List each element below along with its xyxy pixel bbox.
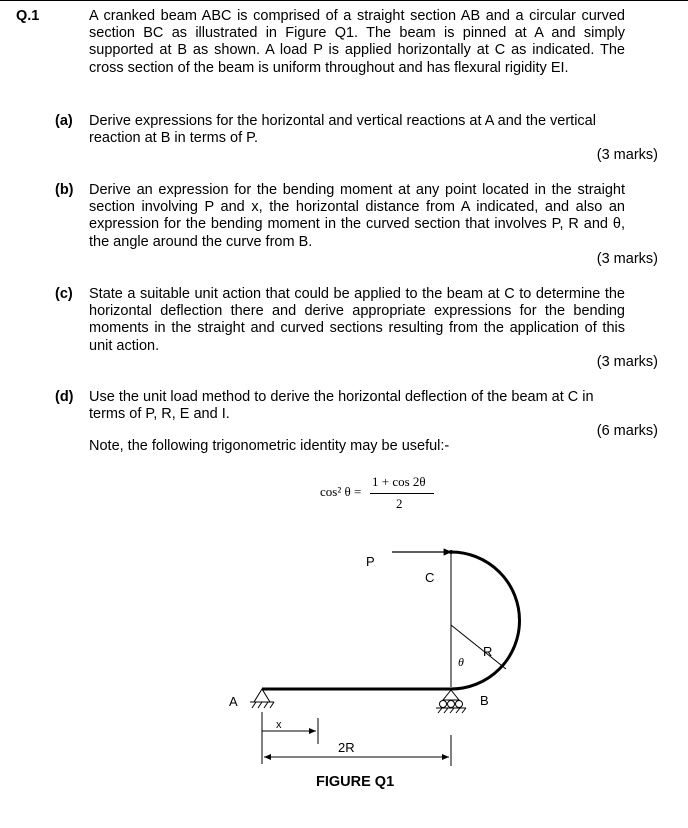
roller-support-b (436, 690, 466, 713)
dimension-2r (264, 735, 451, 766)
part-d-text: Use the unit load method to derive the horizontal deflection of the beam at C in terms of P, R, E and I. (89, 389, 594, 423)
pin-support-a (250, 689, 274, 708)
part-b-marks: (3 marks) (596, 251, 658, 267)
formula-denominator: 2 (396, 496, 403, 511)
label-p: P (366, 554, 375, 569)
label-r: R (483, 644, 493, 659)
trig-identity (316, 474, 456, 514)
label-2r: 2R (338, 740, 355, 755)
note-text: Note, the following trigonometric identity may be useful:- (89, 438, 450, 454)
figure-caption: FIGURE Q1 (316, 774, 395, 790)
part-a-text: Derive expressions for the horizontal and vertical reactions at A and the vertical reaction at B in terms of P. (89, 113, 596, 147)
part-b-text: Derive an expression for the bending moment at any point located in the straight section involving P and x, the horizontal distance from A indicated, and also an expression for the bending moment in the curved section that involves P, R and θ, the angle around the curve from B. (89, 182, 625, 250)
part-a-marks: (3 marks) (596, 147, 658, 163)
part-b-label: (b) (55, 182, 74, 198)
formula-lhs: cos² θ = (320, 484, 362, 499)
label-c: C (425, 570, 435, 585)
label-b: B (480, 693, 489, 708)
label-theta: θ (458, 655, 464, 669)
part-a-label: (a) (55, 113, 73, 129)
part-c-label: (c) (55, 286, 73, 302)
part-c-text: State a suitable unit action that could be applied to the beam at C to determine the horizontal deflection there and derive appropriate expressions for the bending moments in the straight and curved sections resulting from the application of this unit action. (89, 286, 625, 354)
part-c-marks: (3 marks) (596, 354, 658, 370)
fraction-bar (370, 493, 434, 494)
dimension-x (262, 712, 318, 764)
formula-numerator: 1 + cos 2θ (372, 474, 426, 489)
top-rule (0, 0, 688, 1)
part-d-label: (d) (55, 389, 74, 405)
point-c-dot (449, 550, 453, 554)
label-a: A (229, 694, 238, 709)
figure-q1-diagram (0, 540, 688, 810)
part-d-marks: (6 marks) (596, 423, 658, 439)
question-number: Q.1 (16, 8, 40, 24)
label-x: x (276, 719, 282, 731)
question-intro: A cranked beam ABC is comprised of a straight section AB and a circular curved section BC as illustrated in Figure Q1. The beam is pinned at A and simply supported at B as shown. A load P is applied horizontally at C as indicated. The cross section of the beam is uniform throughout and has flexural rigidity EI. (89, 8, 625, 76)
